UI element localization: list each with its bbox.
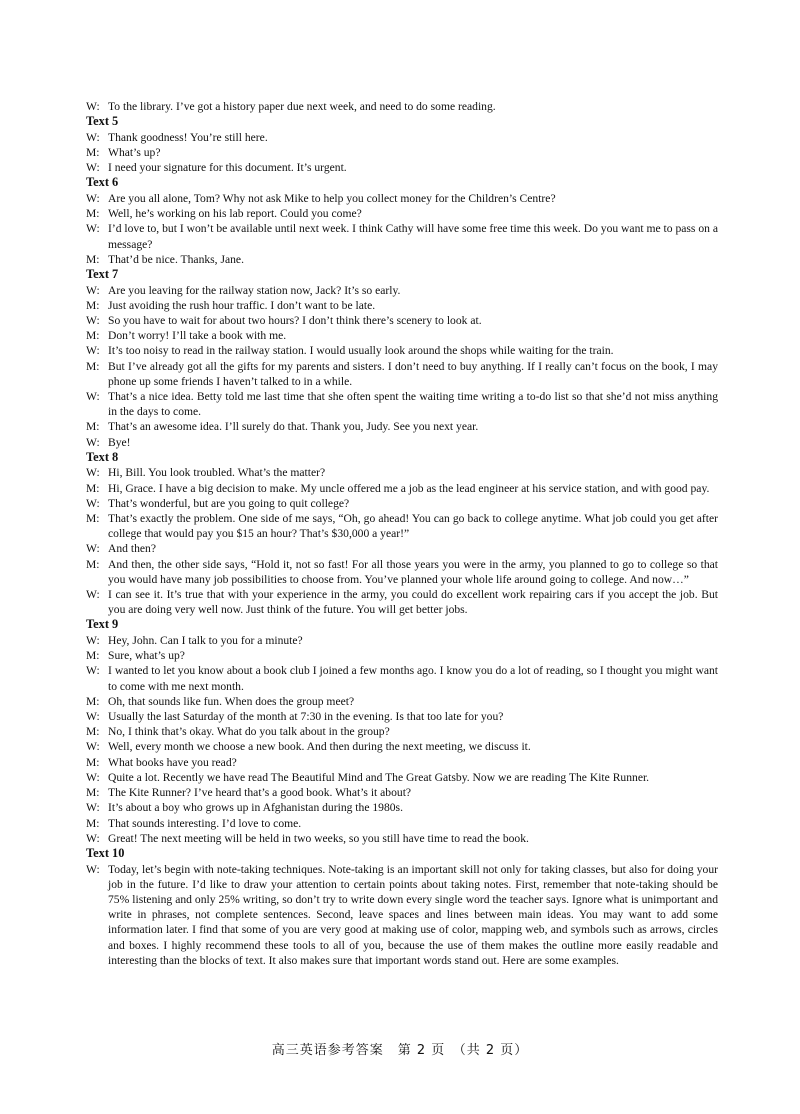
speaker-label: W: (86, 664, 100, 678)
dialogue-line (86, 831, 718, 846)
line-text: Hi, Bill. You look troubled. What’s the matter? (108, 466, 326, 480)
text-section (86, 450, 718, 618)
speaker-label: M: (86, 786, 100, 800)
line-text: The Kite Runner? I’ve heard that’s a good book. What’s it about? (108, 786, 412, 800)
speaker-label: M: (86, 512, 100, 526)
dialogue-line (86, 739, 718, 754)
line-text: That sounds interesting. I’d love to come. (108, 816, 302, 830)
speaker-label: W: (86, 283, 100, 297)
document-body (86, 99, 718, 968)
speaker-label: W: (86, 588, 100, 602)
line-text: That’s a nice idea. Betty told me last time that she often spent the waiting time writing a to-do list so that she’d not miss anything in the days to come. (108, 390, 718, 419)
dialogue-line (86, 755, 718, 770)
speaker-label: W: (86, 222, 100, 236)
dialogue-line (86, 496, 718, 511)
line-text: Quite a lot. Recently we have read The Beautiful Mind and The Great Gatsby. Now we are reading The Kite Runner. (108, 770, 650, 784)
sections-container (86, 114, 718, 968)
dialogue-line (86, 99, 718, 114)
speaker-label: W: (86, 801, 100, 815)
line-text: Usually the last Saturday of the month at 7:30 in the evening. Is that too late for you? (108, 710, 504, 724)
intro-block (86, 99, 718, 114)
dialogue-line (86, 709, 718, 724)
dialogue-line (86, 206, 718, 221)
line-text: That’s exactly the problem. One side of me says, “Oh, go ahead! You can go back to college anytime. What job could you get after college that would pay you $15 an hour? That’s $30,000 a year!” (108, 512, 718, 541)
line-text: I need your signature for this document. It’s urgent. (108, 161, 347, 175)
section-heading: Text 9 (86, 617, 119, 632)
dialogue-line (86, 663, 718, 693)
section-heading: Text 5 (86, 114, 119, 129)
line-text: Just avoiding the rush hour traffic. I don’t want to be late. (108, 298, 376, 312)
dialogue-line (86, 389, 718, 419)
dialogue-line (86, 465, 718, 480)
speaker-label: M: (86, 725, 100, 739)
dialogue-line (86, 557, 718, 587)
line-text: Bye! (108, 435, 131, 449)
speaker-label: W: (86, 542, 100, 556)
line-text: Great! The next meeting will be held in two weeks, so you still have time to read the book. (108, 831, 529, 845)
line-text: Well, every month we choose a new book. And then during the next meeting, we discuss it. (108, 740, 531, 754)
section-heading: Text 8 (86, 449, 119, 464)
line-text: Thank goodness! You’re still here. (108, 130, 268, 144)
speaker-label: W: (86, 161, 100, 175)
section-heading: Text 6 (86, 175, 119, 190)
line-text: I wanted to let you know about a book club I joined a few months ago. I know you do a lot of reading, so I thought you might want to come with me next month. (108, 664, 718, 693)
line-text: Hey, John. Can I talk to you for a minute? (108, 634, 303, 648)
speaker-label: W: (86, 390, 100, 404)
speaker-label: M: (86, 694, 100, 708)
speaker-label: W: (86, 710, 100, 724)
dialogue-line (86, 785, 718, 800)
speaker-label: M: (86, 481, 100, 495)
line-text: Hi, Grace. I have a big decision to make. My uncle offered me a job as the lead engineer at his service station, and with good pay. (108, 481, 710, 495)
line-text: Today, let’s begin with note-taking techniques. Note-taking is an important skill not only for taking classes, but also for doing your job in the future. I’d like to draw your attention to certain points about taking notes. First, remember that note-taking should be 75% listening and only 25% writing, so don’t try to write down every single word the teacher says. Ignore what is unimportant and write in phrases, not complete sentences. Second, leave spaces and lines between main ideas. You may want to add some information later. I find that some of you are very good at making use of color, mapping web, and symbols such as arrows, circles and boxes. I highly recommend these tools to all of you, because the use of them makes the outline more easily readable and interesting than the blocks of text. It also makes sure that important words stand out. Here are some examples. (108, 862, 718, 967)
speaker-label: M: (86, 557, 100, 571)
dialogue-line (86, 298, 718, 313)
speaker-label: W: (86, 634, 100, 648)
speaker-label: W: (86, 192, 100, 205)
dialogue-line (86, 862, 718, 968)
speaker-label: M: (86, 298, 100, 312)
speaker-label: W: (86, 435, 100, 449)
speaker-label: M: (86, 816, 100, 830)
dialogue-line (86, 481, 718, 496)
dialogue-line (86, 313, 718, 328)
text-section (86, 617, 718, 845)
speaker-label: W: (86, 344, 100, 358)
line-text: So you have to wait for about two hours? I don’t think there’s scenery to look at. (108, 314, 482, 328)
line-text: Oh, that sounds like fun. When does the group meet? (108, 694, 355, 708)
dialogue-line (86, 587, 718, 617)
line-text: And then, the other side says, “Hold it, not so fast! For all those years you were in the army, you planned to go to college so that you would have many job possibilities to choose from. You’ve planned your whole life around going to college. And now…” (108, 557, 718, 586)
line-text: No, I think that’s okay. What do you talk about in the group? (108, 725, 390, 739)
dialogue-line (86, 145, 718, 160)
line-text: What’s up? (108, 146, 161, 159)
dialogue-line (86, 511, 718, 541)
dialogue-line (86, 694, 718, 709)
page-footer: 高三英语参考答案 第 2 页 （共 2 页） (271, 1043, 529, 1058)
line-text: Don’t worry! I’ll take a book with me. (108, 329, 287, 343)
dialogue-line (86, 191, 718, 206)
speaker-label: M: (86, 755, 100, 769)
line-text: To the library. I’ve got a history paper due next week, and need to do some reading. (108, 100, 496, 113)
speaker-label: M: (86, 649, 100, 663)
speaker-label: W: (86, 130, 100, 144)
speaker-label: M: (86, 420, 100, 434)
text-section (86, 114, 718, 175)
speaker-label: M: (86, 252, 100, 266)
line-text: Sure, what’s up? (108, 649, 185, 663)
line-text: And then? (108, 542, 156, 556)
speaker-label: W: (86, 862, 100, 876)
dialogue-line (86, 221, 718, 251)
speaker-label: W: (86, 770, 100, 784)
line-text: That’s an awesome idea. I’ll surely do that. Thank you, Judy. See you next year. (108, 420, 479, 434)
line-text: I can see it. It’s true that with your experience in the army, you could do excellent work repairing cars if you accept the job. But you are doing very well now. Just think of the future. You will get better jobs. (108, 588, 718, 617)
line-text: That’s wonderful, but are you going to quit college? (108, 496, 350, 510)
line-text: Are you all alone, Tom? Why not ask Mike to help you collect money for the Children’s Centre? (108, 192, 556, 205)
dialogue-line (86, 816, 718, 831)
dialogue-line (86, 648, 718, 663)
speaker-label: M: (86, 329, 100, 343)
dialogue-line (86, 160, 718, 175)
dialogue-line (86, 419, 718, 434)
dialogue-line (86, 130, 718, 145)
dialogue-line (86, 252, 718, 267)
speaker-label: W: (86, 496, 100, 510)
line-text: Well, he’s working on his lab report. Could you come? (108, 207, 362, 221)
speaker-label: W: (86, 466, 100, 480)
dialogue-line (86, 770, 718, 785)
line-text: What books have you read? (108, 755, 237, 769)
dialogue-line (86, 541, 718, 556)
line-text: That’d be nice. Thanks, Jane. (108, 252, 244, 266)
dialogue-line (86, 633, 718, 648)
speaker-label: W: (86, 740, 100, 754)
line-text: It’s too noisy to read in the railway station. I would usually look around the shops while waiting for the train. (108, 344, 614, 358)
text-section (86, 267, 718, 450)
dialogue-line (86, 435, 718, 450)
dialogue-line (86, 724, 718, 739)
dialogue-line (86, 343, 718, 358)
dialogue-line (86, 359, 718, 389)
dialogue-line (86, 328, 718, 343)
dialogue-line (86, 800, 718, 815)
dialogue-line (86, 283, 718, 298)
speaker-label: M: (86, 146, 100, 159)
text-section (86, 175, 718, 267)
speaker-label: M: (86, 207, 100, 221)
speaker-label: W: (86, 314, 100, 328)
text-section (86, 846, 718, 968)
line-text: It’s about a boy who grows up in Afghanistan during the 1980s. (108, 801, 403, 815)
section-heading: Text 10 (86, 845, 125, 860)
speaker-label: W: (86, 831, 100, 845)
line-text: I’d love to, but I won’t be available until next week. I think Cathy will have some free time this week. Do you want me to pass on a message? (108, 222, 718, 251)
speaker-label: M: (86, 359, 100, 373)
line-text: Are you leaving for the railway station now, Jack? It’s so early. (108, 283, 401, 297)
line-text: But I’ve already got all the gifts for my parents and sisters. I don’t need to buy anything. If I really can’t focus on the book, I may phone up some friends I haven’t talked to in a while. (108, 359, 718, 388)
speaker-label: W: (86, 100, 100, 113)
section-heading: Text 7 (86, 267, 119, 282)
